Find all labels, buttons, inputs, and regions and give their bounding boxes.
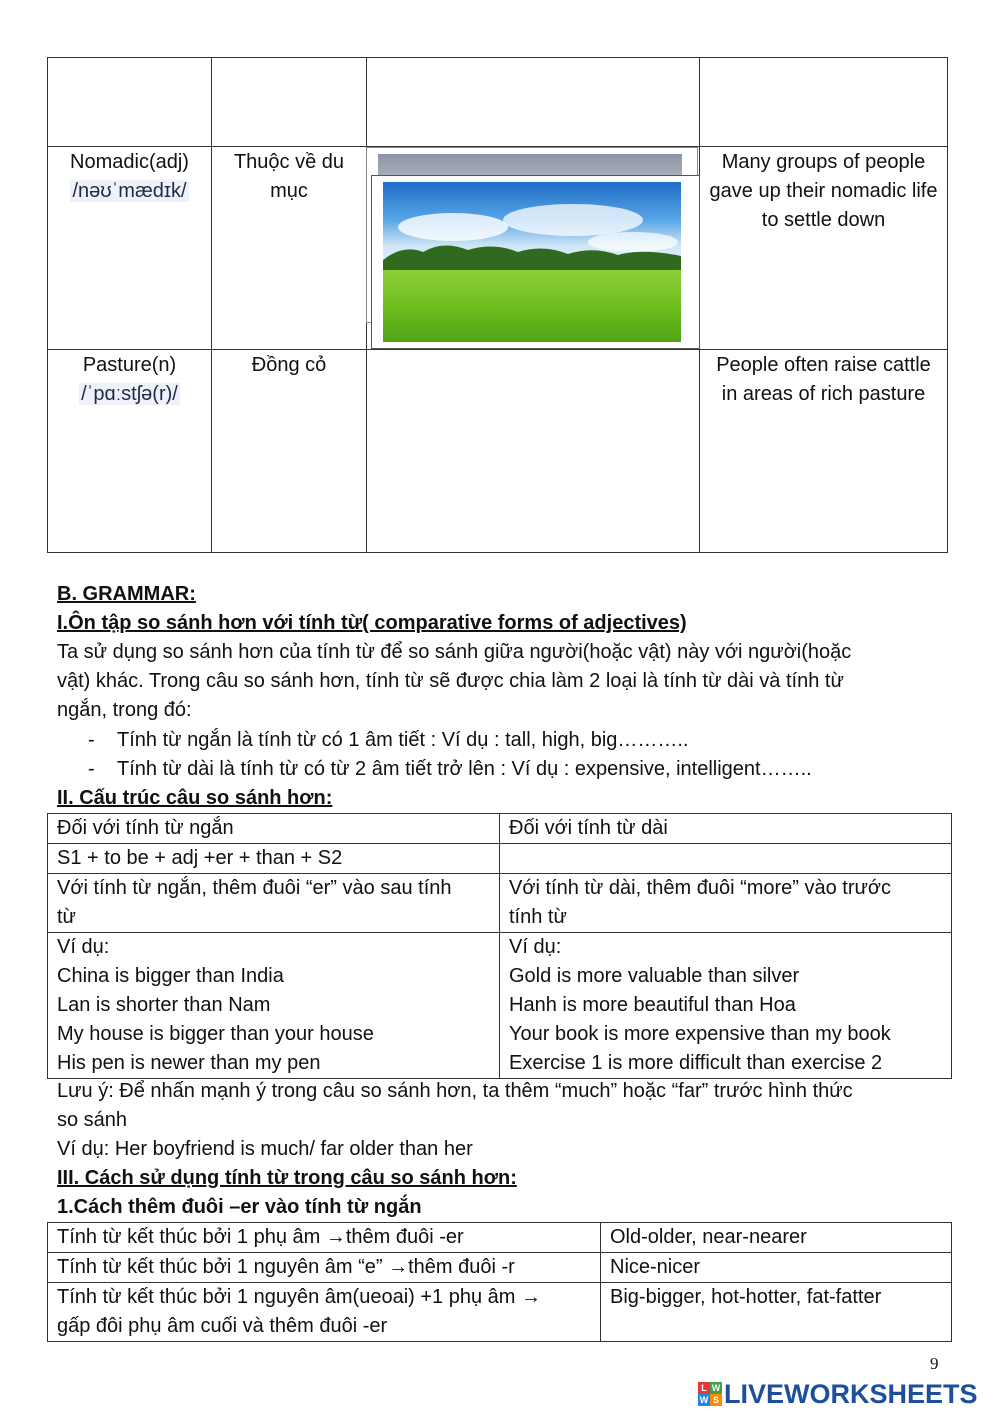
- table-cell: [700, 58, 948, 147]
- part3-title: III. Cách sử dụng tính từ trong câu so sánh hơn:: [57, 1167, 517, 1189]
- table-row: [48, 1283, 952, 1342]
- cloud: [588, 232, 678, 252]
- example-line: Lan is shorter than Nam: [57, 994, 271, 1016]
- vocab-word: Pasture(n): [82, 354, 177, 376]
- example-line: Gold is more valuable than silver: [509, 965, 800, 987]
- vocab-example: People often raise cattle in areas of rich pasture: [716, 354, 931, 405]
- table-cell: [212, 58, 367, 147]
- intro-line: ngắn, trong đó:: [57, 699, 192, 721]
- er-example-cell: Big-bigger, hot-hotter, fat-fatter: [601, 1283, 952, 1342]
- grass: [383, 270, 681, 342]
- vocab-meaning-cell: [212, 147, 367, 350]
- er-rule-line: Tính từ kết thúc bởi 1 nguyên âm(ueoai) +1 phụ âm →: [57, 1286, 541, 1308]
- er-rule-line: gấp đôi phụ âm cuối và thêm đuôi -er: [57, 1315, 388, 1337]
- vocab-word-cell: [48, 350, 212, 553]
- table-cell: [48, 58, 212, 147]
- formula-short: S1 + to be + adj +er + than + S2: [48, 844, 500, 874]
- vocab-ipa: /ˈpɑːstʃə(r)/: [81, 383, 178, 405]
- example-line: Ví dụ:: [509, 936, 562, 958]
- liveworksheets-logo: [698, 1379, 978, 1409]
- table-row: [48, 814, 952, 844]
- part1-title: I.Ôn tập so sánh hơn với tính từ( comparative forms of adjectives): [57, 612, 687, 634]
- bullet-marker: -: [88, 758, 95, 780]
- vocab-row-pasture: [48, 350, 948, 553]
- vocab-meaning-cell: [212, 350, 367, 553]
- example-line: Ví dụ:: [57, 936, 110, 958]
- table-row: [48, 1223, 952, 1253]
- rule-short-line: Với tính từ ngắn, thêm đuôi “er” vào sau tính: [57, 877, 452, 899]
- vocab-meaning: Đồng cỏ: [251, 354, 327, 376]
- note-line: Lưu ý: Để nhấn mạnh ý trong câu so sánh hơn, ta thêm “much” hoặc “far” trước hình thức: [57, 1080, 853, 1102]
- section-title: B. GRAMMAR:: [57, 583, 196, 605]
- vocab-image-cell: [367, 350, 700, 553]
- list-item: Tính từ ngắn là tính từ có 1 âm tiết : Ví dụ : tall, high, big………..: [117, 729, 689, 751]
- intro-line: Ta sử dụng so sánh hơn của tính từ để so sánh giữa người(hoặc vật) này với người(hoặc: [57, 641, 852, 663]
- er-rules-table: [47, 1222, 952, 1342]
- list-item: Tính từ dài là tính từ có từ 2 âm tiết trở lên : Ví dụ : expensive, intelligent……..: [117, 758, 812, 780]
- vocab-row-empty: [48, 58, 948, 147]
- vocab-word-cell: [48, 147, 212, 350]
- intro-line: vật) khác. Trong câu so sánh hơn, tính từ sẽ được chia làm 2 loại là tính từ dài và tính từ: [57, 670, 844, 692]
- er-rule-line: Tính từ kết thúc bởi 1 nguyên âm “e” →thêm đuôi -r: [57, 1256, 515, 1278]
- example-line: Your book is more expensive than my book: [509, 1023, 891, 1045]
- cloud: [503, 204, 643, 236]
- vocab-word: Nomadic(adj): [70, 151, 189, 173]
- sub1-title: 1.Cách thêm đuôi –er vào tính từ ngắn: [57, 1196, 422, 1218]
- vocab-example-cell: [700, 147, 948, 350]
- er-example-cell: Nice-nicer: [601, 1253, 952, 1283]
- vocab-ipa: /nəʊˈmædɪk/: [72, 180, 187, 202]
- example-line: China is bigger than India: [57, 965, 284, 987]
- example-line: Exercise 1 is more difficult than exercise 2: [509, 1052, 883, 1074]
- rule-long-cell: [500, 874, 952, 933]
- pasture-image: [383, 182, 681, 342]
- er-example-cell: Old-older, near-nearer: [601, 1223, 952, 1253]
- logo-icon: L W W S: [699, 1383, 721, 1405]
- vocab-example: Many groups of people gave up their nomadic life to settle down: [709, 151, 938, 231]
- part2-title: II. Cấu trúc câu so sánh hơn:: [57, 787, 333, 809]
- vocab-meaning: Thuộc về du mục: [233, 151, 345, 202]
- pasture-image-frame: [371, 175, 700, 349]
- table-row: [48, 933, 952, 1079]
- example-line: Hanh is more beautiful than Hoa: [509, 994, 796, 1016]
- examples-short-cell: [48, 933, 500, 1079]
- note-line: Ví dụ: Her boyfriend is much/ far older than her: [57, 1138, 473, 1160]
- rule-short-line: từ: [57, 906, 76, 928]
- formula-long: [500, 844, 952, 874]
- rule-long-line: Với tính từ dài, thêm đuôi “more” vào trước: [509, 877, 892, 899]
- bullet-marker: -: [88, 729, 95, 751]
- er-rule-cell: [48, 1223, 601, 1253]
- image-back-strip: [378, 154, 682, 176]
- page-number: 9: [930, 1354, 939, 1373]
- cloud: [398, 213, 508, 241]
- example-line: My house is bigger than your house: [57, 1023, 374, 1045]
- example-line: His pen is newer than my pen: [57, 1052, 321, 1074]
- vocab-example-cell: [700, 350, 948, 553]
- table-cell: [367, 58, 700, 147]
- examples-long-cell: [500, 933, 952, 1079]
- rule-long-line: tính từ: [509, 906, 567, 928]
- table-header-short: Đối với tính từ ngắn: [48, 814, 500, 844]
- table-row: [48, 874, 952, 933]
- table-row: [48, 1253, 952, 1283]
- er-rule-cell: [48, 1283, 601, 1342]
- table-row: [48, 844, 952, 874]
- rule-short-cell: [48, 874, 500, 933]
- logo-text: LIVEWORKSHEETS: [724, 1378, 978, 1409]
- er-rule-line: Tính từ kết thúc bởi 1 phụ âm →thêm đuôi -er: [57, 1226, 464, 1248]
- er-rule-cell: [48, 1253, 601, 1283]
- note-line: so sánh: [57, 1109, 128, 1131]
- structure-table: [47, 813, 952, 1079]
- table-header-long: Đối với tính từ dài: [500, 814, 952, 844]
